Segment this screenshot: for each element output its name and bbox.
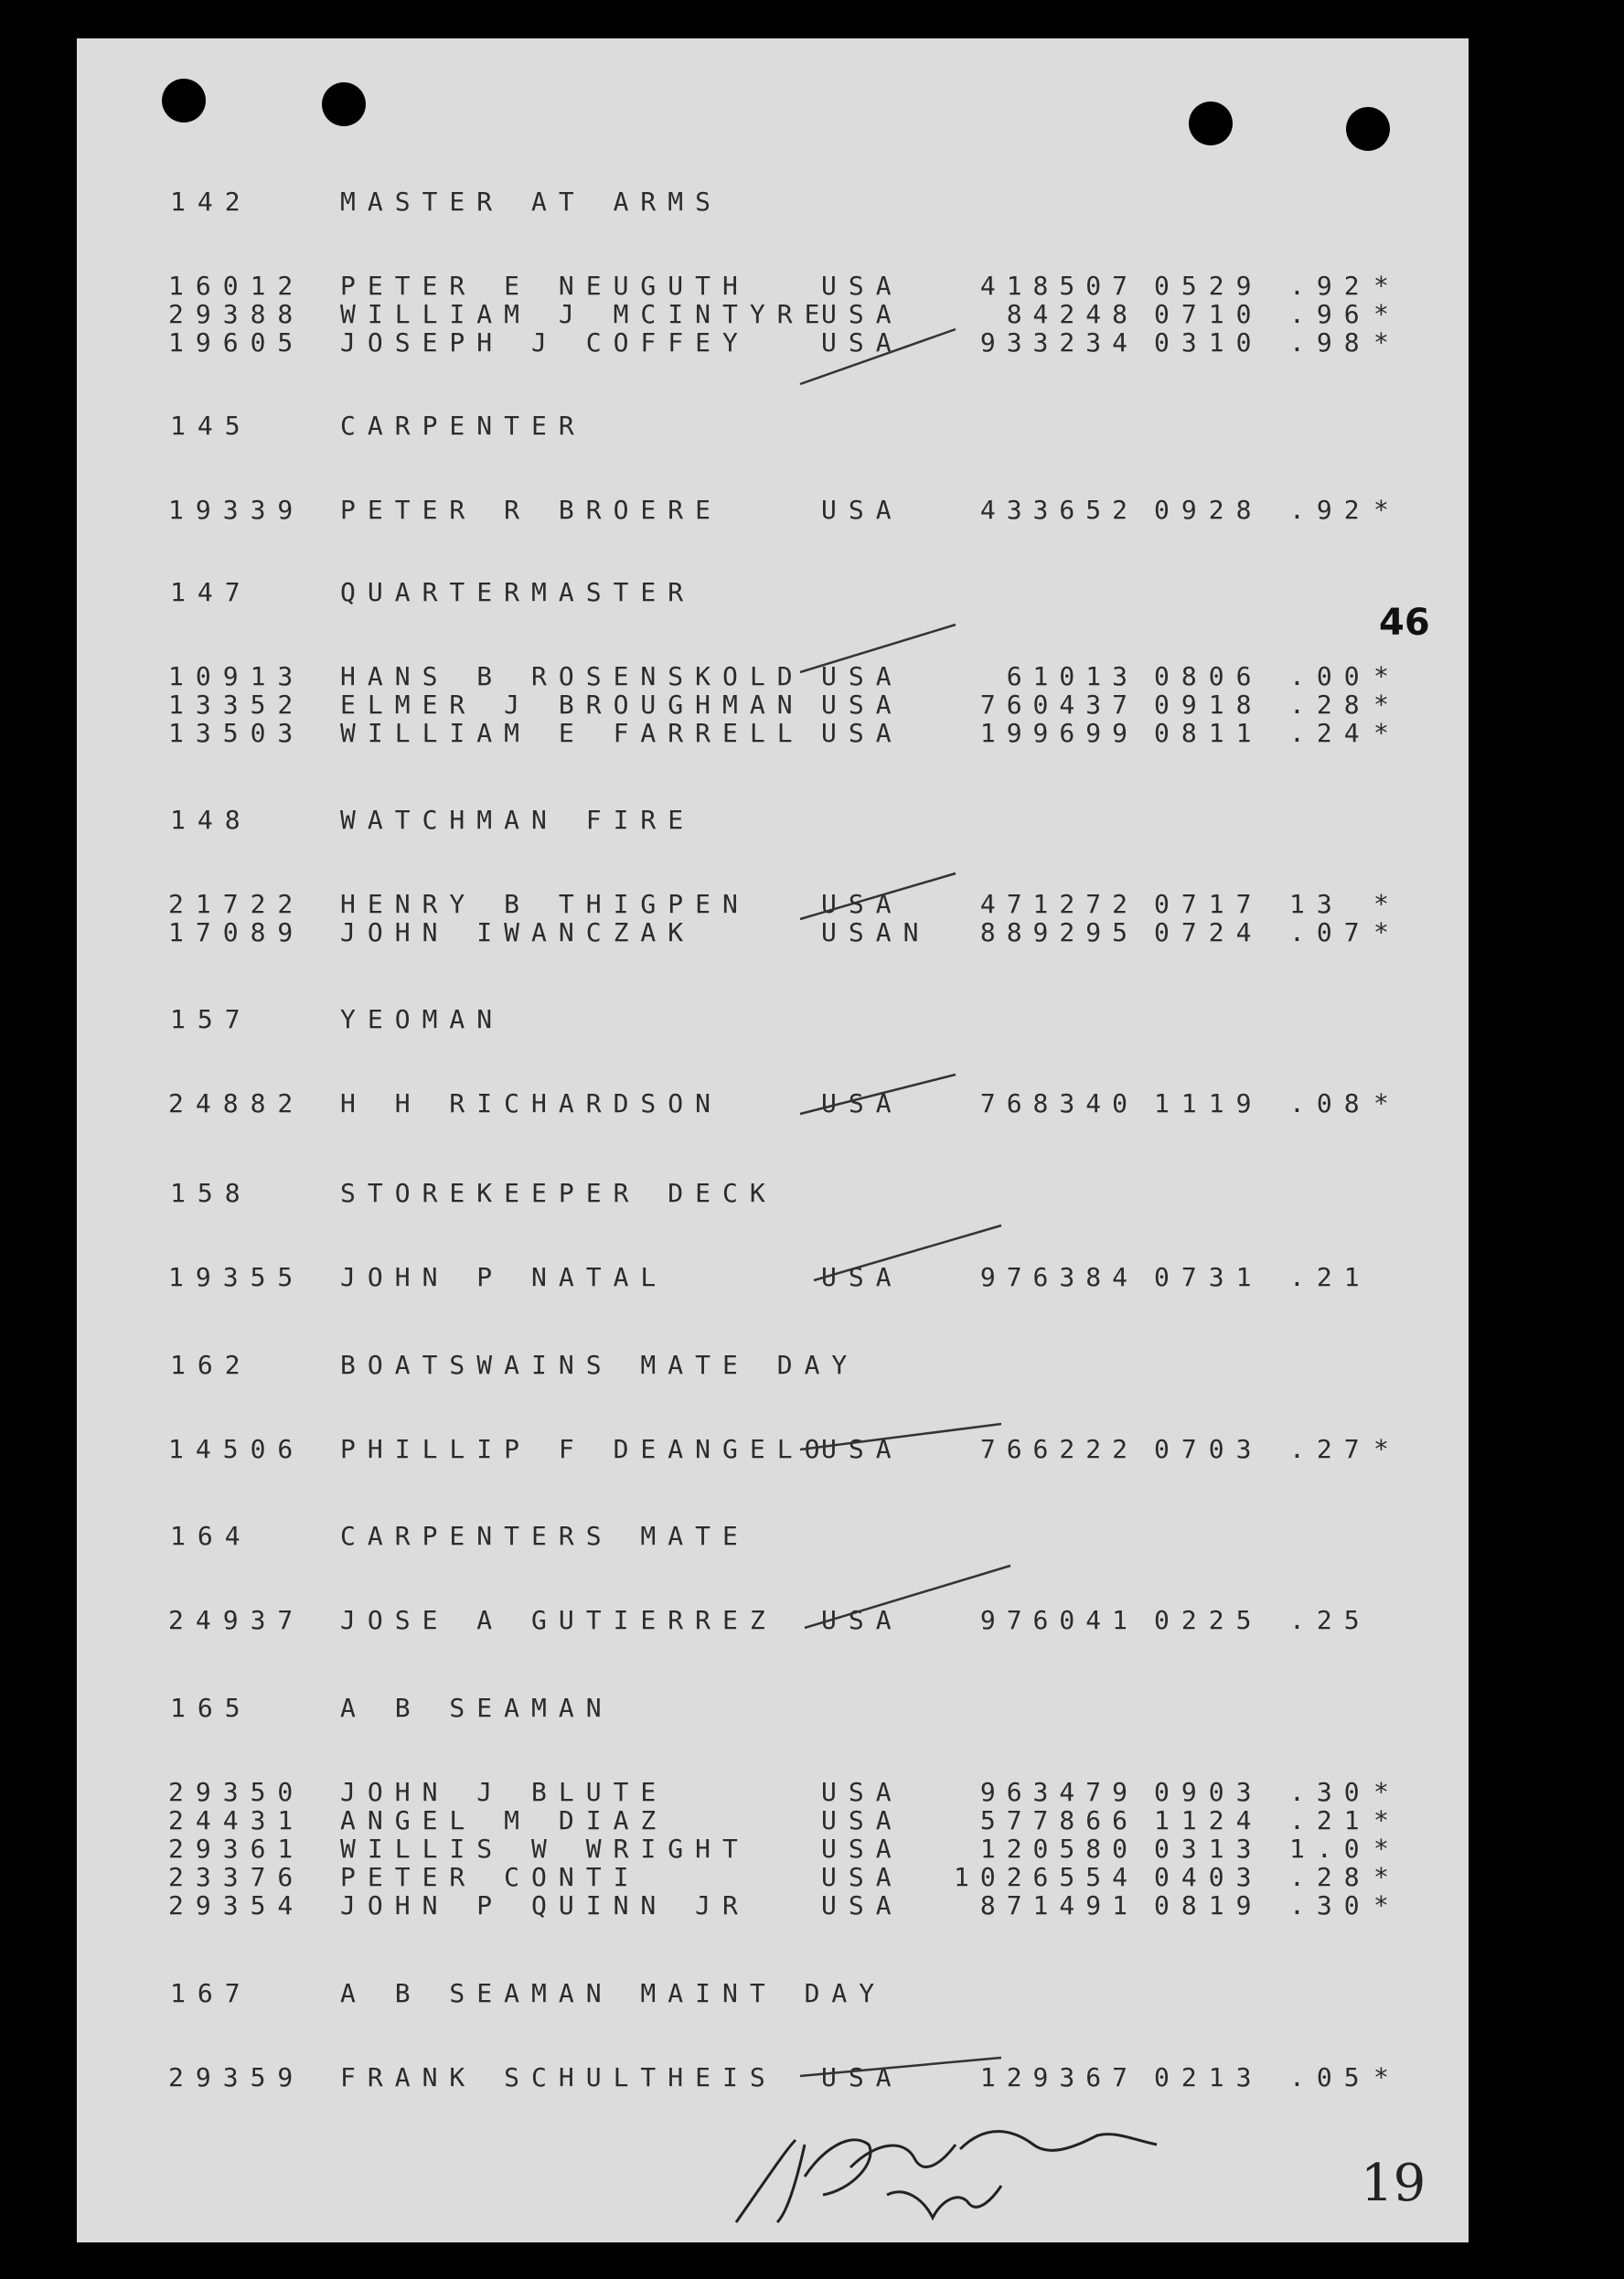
row-mark: * (1373, 1434, 1401, 1464)
row-date: 0724 (1154, 917, 1264, 947)
row-number: 1026554 (953, 1862, 1138, 1892)
section-code: 164 (170, 1521, 252, 1551)
row-id: 29359 (168, 2062, 305, 2092)
row-name: JOHN J BLUTE (340, 1777, 668, 1807)
row-id: 10913 (168, 661, 305, 691)
section-title: A B SEAMAN MAINT DAY (340, 1978, 887, 2008)
row-nationality: USA (821, 661, 903, 691)
row-id: 19339 (168, 495, 305, 525)
row-nationality: USA (821, 1262, 903, 1292)
section-title: YEOMAN (340, 1004, 505, 1034)
row-number: 84248 (1006, 299, 1138, 329)
row-nationality: USA (821, 1434, 903, 1464)
row-nationality: USA (821, 1890, 903, 1921)
section-title: QUARTERMASTER (340, 577, 696, 607)
row-date: 0717 (1154, 889, 1264, 919)
row-id: 21722 (168, 889, 305, 919)
row-number: 61013 (1006, 661, 1138, 691)
row-id: 19605 (168, 327, 305, 358)
section-code: 142 (170, 187, 252, 217)
row-number: 760437 (979, 690, 1138, 720)
row-value: .21 (1289, 1262, 1372, 1292)
row-name: HANS B ROSENSKOLD (340, 661, 805, 691)
section-code: 145 (170, 411, 252, 441)
page-number: 19 (1361, 2154, 1426, 2213)
row-value: 13 (1289, 889, 1344, 919)
row-value: .28 (1289, 1862, 1372, 1892)
row-id: 24937 (168, 1605, 305, 1635)
row-name: JOHN IWANCZAK (340, 917, 696, 947)
section-code: 158 (170, 1178, 252, 1208)
row-id: 13503 (168, 718, 305, 748)
row-value: .00 (1289, 661, 1372, 691)
row-number: 871491 (979, 1890, 1138, 1921)
row-nationality: USA (821, 1088, 903, 1118)
row-mark: * (1373, 1834, 1401, 1864)
row-nationality: USA (821, 1862, 903, 1892)
row-mark: * (1373, 1088, 1401, 1118)
row-id: 16012 (168, 271, 305, 301)
row-mark: * (1373, 299, 1401, 329)
section-title: A B SEAMAN (340, 1693, 614, 1723)
row-name: ANGEL M DIAZ (340, 1805, 668, 1835)
row-date: 0703 (1154, 1434, 1264, 1464)
row-nationality: USA (821, 327, 903, 358)
row-mark: * (1373, 1777, 1401, 1807)
section-code: 148 (170, 805, 252, 835)
row-mark: * (1373, 327, 1401, 358)
signature (736, 2132, 1157, 2222)
row-value: .07 (1289, 917, 1372, 947)
row-date: 0903 (1154, 1777, 1264, 1807)
row-id: 29350 (168, 1777, 305, 1807)
row-number: 889295 (979, 917, 1138, 947)
row-name: JOHN P QUINN JR (340, 1890, 750, 1921)
row-name: PETER R BROERE (340, 495, 723, 525)
row-value: .25 (1289, 1605, 1372, 1635)
row-id: 14506 (168, 1434, 305, 1464)
row-name: PHILLIP F DEANGELO (340, 1434, 832, 1464)
row-value: .08 (1289, 1088, 1372, 1118)
row-date: 1124 (1154, 1805, 1264, 1835)
row-name: ELMER J BROUGHMAN (340, 690, 805, 720)
row-value: .05 (1289, 2062, 1372, 2092)
row-nationality: USA (821, 2062, 903, 2092)
row-date: 0811 (1154, 718, 1264, 748)
row-number: 976041 (979, 1605, 1138, 1635)
row-mark: * (1373, 2062, 1401, 2092)
row-name: PETER E NEUGUTH (340, 271, 750, 301)
row-id: 24882 (168, 1088, 305, 1118)
row-nationality: USA (821, 690, 903, 720)
section-code: 162 (170, 1350, 252, 1380)
row-nationality: USA (821, 1605, 903, 1635)
row-id: 13352 (168, 690, 305, 720)
row-date: 0403 (1154, 1862, 1264, 1892)
row-date: 0918 (1154, 690, 1264, 720)
row-name: HENRY B THIGPEN (340, 889, 750, 919)
row-value: .92 (1289, 271, 1372, 301)
row-name: WILLIAM E FARRELL (340, 718, 805, 748)
row-name: H H RICHARDSON (340, 1088, 723, 1118)
row-date: 0529 (1154, 271, 1264, 301)
row-id: 24431 (168, 1805, 305, 1835)
row-number: 471272 (979, 889, 1138, 919)
row-id: 29361 (168, 1834, 305, 1864)
row-nationality: USA (821, 495, 903, 525)
row-nationality: USA (821, 271, 903, 301)
row-mark: * (1373, 690, 1401, 720)
row-date: 0225 (1154, 1605, 1264, 1635)
row-value: 1.0 (1289, 1834, 1372, 1864)
row-nationality: USA (821, 889, 903, 919)
row-date: 0310 (1154, 327, 1264, 358)
row-name: PETER CONTI (340, 1862, 641, 1892)
row-id: 29354 (168, 1890, 305, 1921)
row-date: 0928 (1154, 495, 1264, 525)
row-number: 577866 (979, 1805, 1138, 1835)
row-name: WILLIS W WRIGHT (340, 1834, 750, 1864)
row-name: WILLIAM J MCINTYRE (340, 299, 832, 329)
section-title: STOREKEEPER DECK (340, 1178, 777, 1208)
row-value: .98 (1289, 327, 1372, 358)
row-name: JOSE A GUTIERREZ (340, 1605, 777, 1635)
row-name: FRANK SCHULTHEIS (340, 2062, 777, 2092)
row-name: JOSEPH J COFFEY (340, 327, 750, 358)
row-nationality: USAN (821, 917, 931, 947)
row-value: .92 (1289, 495, 1372, 525)
row-nationality: USA (821, 1805, 903, 1835)
row-number: 976384 (979, 1262, 1138, 1292)
section-title: WATCHMAN FIRE (340, 805, 696, 835)
row-date: 0710 (1154, 299, 1264, 329)
row-value: .24 (1289, 718, 1372, 748)
row-id: 19355 (168, 1262, 305, 1292)
row-mark: * (1373, 495, 1401, 525)
row-mark: * (1373, 718, 1401, 748)
row-number: 199699 (979, 718, 1138, 748)
row-date: 0213 (1154, 2062, 1264, 2092)
row-id: 17089 (168, 917, 305, 947)
section-title: CARPENTER (340, 411, 586, 441)
row-date: 0313 (1154, 1834, 1264, 1864)
row-value: .28 (1289, 690, 1372, 720)
row-number: 768340 (979, 1088, 1138, 1118)
section-code: 165 (170, 1693, 252, 1723)
stamp-number: 46 (1379, 602, 1430, 644)
row-date: 0731 (1154, 1262, 1264, 1292)
row-date: 0806 (1154, 661, 1264, 691)
row-number: 129367 (979, 2062, 1138, 2092)
row-mark: * (1373, 1890, 1401, 1921)
section-code: 147 (170, 577, 252, 607)
row-mark: * (1373, 889, 1401, 919)
row-nationality: USA (821, 718, 903, 748)
row-date: 0819 (1154, 1890, 1264, 1921)
row-mark: * (1373, 1862, 1401, 1892)
row-number: 933234 (979, 327, 1138, 358)
row-number: 963479 (979, 1777, 1138, 1807)
row-name: JOHN P NATAL (340, 1262, 668, 1292)
section-title: BOATSWAINS MATE DAY (340, 1350, 860, 1380)
row-mark: * (1373, 271, 1401, 301)
row-mark: * (1373, 917, 1401, 947)
row-date: 1119 (1154, 1088, 1264, 1118)
section-title: MASTER AT ARMS (340, 187, 723, 217)
row-value: .96 (1289, 299, 1372, 329)
row-value: .30 (1289, 1777, 1372, 1807)
row-value: .27 (1289, 1434, 1372, 1464)
section-code: 157 (170, 1004, 252, 1034)
row-nationality: USA (821, 1834, 903, 1864)
row-id: 23376 (168, 1862, 305, 1892)
row-number: 418507 (979, 271, 1138, 301)
row-number: 433652 (979, 495, 1138, 525)
row-nationality: USA (821, 1777, 903, 1807)
row-nationality: USA (821, 299, 903, 329)
section-title: CARPENTERS MATE (340, 1521, 750, 1551)
row-number: 120580 (979, 1834, 1138, 1864)
row-mark: * (1373, 661, 1401, 691)
row-mark: * (1373, 1805, 1401, 1835)
row-id: 29388 (168, 299, 305, 329)
row-value: .30 (1289, 1890, 1372, 1921)
row-value: .21 (1289, 1805, 1372, 1835)
section-code: 167 (170, 1978, 252, 2008)
row-number: 766222 (979, 1434, 1138, 1464)
